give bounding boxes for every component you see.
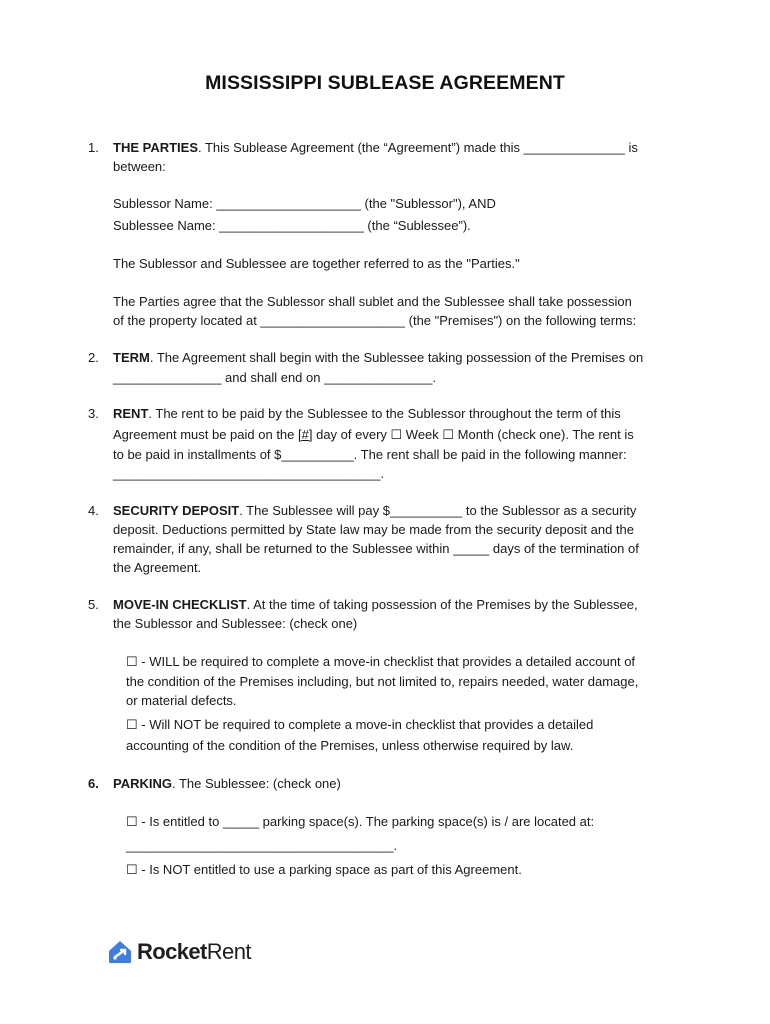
section-4-text: . The Sublessee will pay $__________ to the Sublessor as a security [239,503,637,518]
parking-option-not-entitled[interactable]: ☐ - Is NOT entitled to use a parking space as part of this Agreement. [126,862,522,877]
section-2-number: 2. [88,350,99,365]
movein-option-willnot-line-1[interactable]: ☐ - Will NOT be required to complete a move-in checklist that provides a detailed [126,717,594,732]
section-4-line-1 [113,503,636,519]
section-3-line-3: to be paid in installments of $__________. The rent shall be paid in the following manner: [113,447,627,462]
movein-option-will-line-3: or material defects. [126,693,237,708]
sublessor-name-line: Sublessor Name: ____________________ (the "Sublessor"), AND [113,196,496,211]
section-3-heading: RENT [113,406,149,421]
section-5-number: 5. [88,597,99,612]
section-4-heading: SECURITY DEPOSIT [113,503,240,518]
rocket-icon [106,938,134,966]
section-4-line-2: deposit. Deductions permitted by State law may be made from the security deposit and the [113,522,634,537]
section-5-line-2: the Sublessor and Sublessee: (check one) [113,616,358,631]
movein-option-will-line-1[interactable]: ☐ - WILL be required to complete a move-in checklist that provides a detailed account of [126,654,636,669]
movein-option-will-line-2: the condition of the Premises including, but not limited to, repairs needed, water damage, [126,674,639,689]
section-5-heading: MOVE-IN CHECKLIST [113,597,247,612]
section-5-text: . At the time of taking possession of the Premises by the Sublessee, [246,597,638,612]
section-2-heading: TERM [113,350,150,365]
parties-definition: The Sublessor and Sublessee are together referred to as the "Parties." [113,256,520,271]
day-placeholder: [#] [298,427,313,442]
logo-text [137,939,251,965]
section-3-line-2c: day of every ☐ Week ☐ Month (check one). The rent is [312,427,634,442]
logo-text-rocket: Rocket [137,939,207,964]
section-4-line-4: the Agreement. [113,560,202,575]
section-3-line-1 [113,406,621,422]
document-title: MISSISSIPPI SUBLEASE AGREEMENT [205,72,565,94]
section-1-number: 1. [88,140,99,155]
logo-text-rent: Rent [206,939,251,964]
parking-option-entitled-line-1[interactable]: ☐ - Is entitled to _____ parking space(s). The parking space(s) is / are located at: [126,814,595,829]
section-2-text: . The Agreement shall begin with the Sublessee taking possession of the Premises on [149,350,644,365]
section-3-line-2 [113,427,634,443]
section-6-number: 6. [88,776,99,791]
section-6-text: . The Sublessee: (check one) [171,776,341,791]
premises-line-2: of the property located at ____________________ (the "Premises") on the following terms: [113,313,637,328]
rocketrent-logo [106,937,251,967]
section-4-line-3: remainder, if any, shall be returned to the Sublessee within _____ days of the termination of [113,541,639,556]
section-3-number: 3. [88,406,99,421]
section-3-line-2a: Agreement must be paid on the [113,427,299,442]
section-6-heading: PARKING [113,776,172,791]
section-1-line-1 [113,140,638,156]
sublessee-name-line: Sublessee Name: ____________________ (the “Sublessee”). [113,218,471,233]
section-5-line-1 [113,597,638,613]
section-3-text: . The rent to be paid by the Sublessee to the Sublessor throughout the term of this [148,406,621,421]
section-4-number: 4. [88,503,99,518]
section-2-line-1 [113,350,643,366]
section-1-text: . This Sublease Agreement (the “Agreement”) made this ______________ is [198,140,638,155]
section-2-line-2: _______________ and shall end on _______________. [113,370,437,385]
section-1-line-2: between: [113,159,166,174]
premises-line-1: The Parties agree that the Sublessor shall sublet and the Sublessee shall take possession [113,294,632,309]
section-6-line-1 [113,776,341,792]
section-1-heading: THE PARTIES [113,140,198,155]
movein-option-willnot-line-2: accounting of the condition of the Premises, unless otherwise required by law. [126,738,574,753]
section-3-line-4: _____________________________________. [113,466,385,481]
parking-option-entitled-line-2: _____________________________________. [126,838,398,853]
